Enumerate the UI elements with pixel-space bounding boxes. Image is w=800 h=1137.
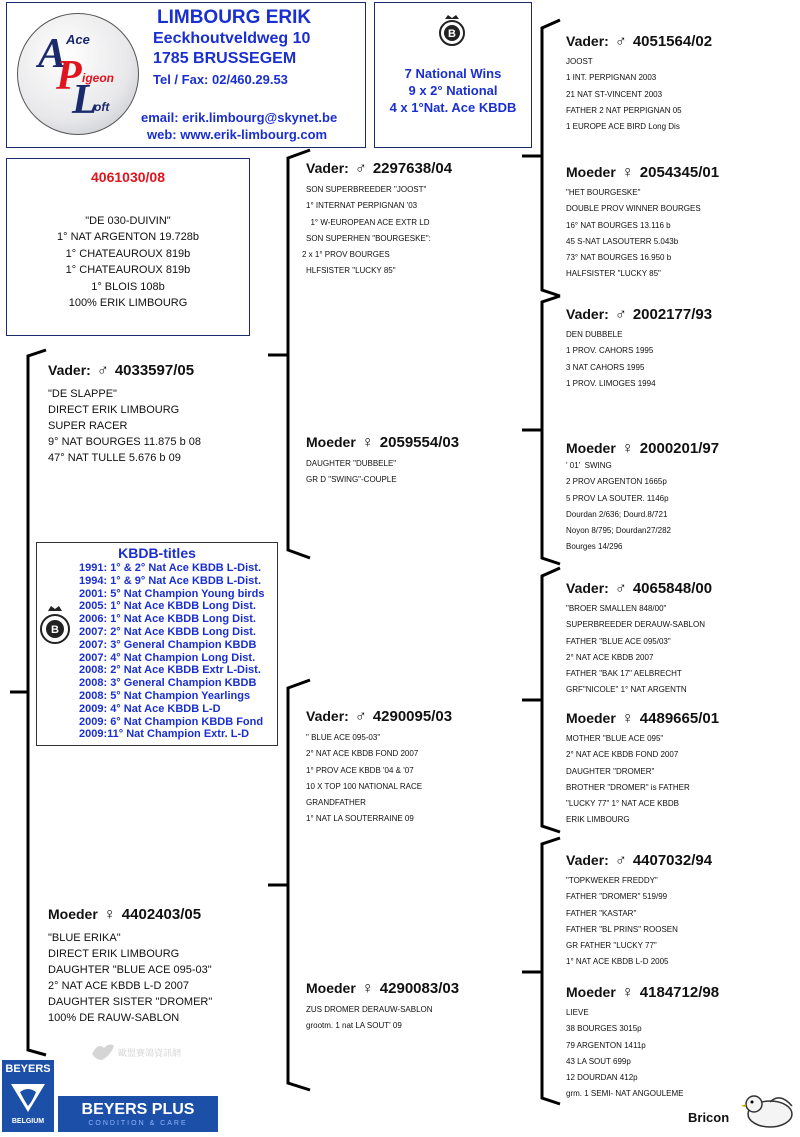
gen3-bird: Vader: ♂ 4051564/02 JOOST 1 INT. PERPIGNAN 2003 21 NAT ST-VINCENT 2003 FATHER 2 NAT PERPIGNAN 05 1 EUROPE ACE BIRD Long Dis <box>566 33 713 132</box>
kbdb-title-item: 2005: 1° Nat Ace KBDB Long Dist. <box>79 600 256 613</box>
gen3-bird: Vader: ♂ 4065848/00 "BROER SMALLEN 848/00" SUPERBREEDER DERAUW-SABLON FATHER "BLUE ACE 095/03" 2° NAT ACE KBDB 2007 FATHER "BAK 17" AELBRECHT GRF"NICOLE" 1° NAT ARGENTN <box>566 580 713 695</box>
subject-line: 1° CHATEAUROUX 819b <box>65 247 191 260</box>
subject-line: 1° NAT ARGENTON 19.728b <box>57 231 199 244</box>
breeder-email[interactable]: email: erik.limbourg@skynet.be <box>141 110 338 125</box>
svg-text:B: B <box>448 28 456 40</box>
female-symbol-icon: ♀ <box>621 440 634 457</box>
gen3-bird: Moeder ♀ 2000201/97 ' 01' SWING 2 PROV ARGENTON 1665p 5 PROV LA SOUTER. 1146p Dourdan 2/636; Dourd.8/721 Noyon 8/795; Dourdan27/282 Bourges 14/296 <box>566 440 720 552</box>
male-symbol-icon: ♂ <box>354 708 367 725</box>
awards-line-2: 9 x 2° National <box>408 83 498 98</box>
female-symbol-icon: ♀ <box>621 164 634 181</box>
gen2-dam-of-sire: Moeder ♀ 2059554/03 DAUGHTER "DUBBELE" GR D "SWING"-COUPLE <box>306 434 460 485</box>
dove-icon <box>90 1040 116 1064</box>
gen1-sire-header: Vader: ♂ 4033597/05 <box>48 362 195 379</box>
gen3-bird: Moeder ♀ 2054345/01 "HET BOURGESKE" DOUBLE PROV WINNER BOURGES 16° NAT BOURGES 13.116 b 45 S-NAT LASOUTERR 5.043b 73° NAT BOURGES 16.950 b HALFSISTER "LUCKY 85" <box>566 164 720 279</box>
header-box <box>6 2 366 148</box>
kbdb-title-item: 1994: 1° & 9° Nat Ace KBDB L-Dist. <box>79 574 261 587</box>
beyers-logo: BEYERS BELGIUM <box>2 1060 54 1132</box>
breeder-street: Eeckhoutveldweg 10 <box>153 30 311 47</box>
subject-ring-number: 4061030/08 <box>91 169 165 185</box>
kbdb-titles-list <box>79 562 265 741</box>
kbdb-title-item: 2008: 5° Nat Champion Yearlings <box>79 689 251 702</box>
gen3-bird: Moeder ♀ 4489665/01 MOTHER "BLUE ACE 095" 2° NAT ACE KBDB FOND 2007 DAUGHTER "DROMER" BROTHER "DROMER" is FATHER "LUCKY 77" 1° NAT ACE KBDB ERIK LIMBOURG <box>566 710 720 825</box>
bricon-label: Bricon <box>688 1110 730 1125</box>
female-symbol-icon: ♀ <box>361 434 374 451</box>
male-symbol-icon: ♂ <box>614 33 627 50</box>
subject-details <box>7 213 249 311</box>
gen1-sire <box>48 362 201 466</box>
kbdb-title-item: 2007: 4° Nat Champion Long Dist. <box>79 651 256 664</box>
kbdb-title-item: 2009:11° Nat Champion Extr. L-D <box>79 728 250 741</box>
subject-box <box>6 158 250 336</box>
awards-line-3: 4 x 1°Nat. Ace KBDB <box>389 100 517 115</box>
gen1-dam-ring: 4402403/05 <box>121 906 202 923</box>
gen2-dam-of-dam: Moeder ♀ 4290083/03 ZUS DROMER DERAUW-SABLON grootm. 1 nat LA SOUT' 09 <box>306 980 460 1031</box>
awards-line-1: 7 National Wins <box>404 66 502 81</box>
breeder-phone: Tel / Fax: 02/460.29.53 <box>153 72 288 87</box>
beyers-plus-logo: BEYERS PLUS CONDITION & CARE <box>58 1096 218 1132</box>
breeder-website[interactable]: web: www.erik-limbourg.com <box>147 127 328 142</box>
breeder-city: 1785 BRUSSEGEM <box>153 50 297 67</box>
kbdb-title-item: 2009: 4° Nat Ace KBDB L-D <box>79 702 221 715</box>
gen2-sire-of-sire: Vader: ♂ 2297638/04 SON SUPERBREEDER "JOOST" 1° INTERNAT PERPIGNAN '03 1° W-EUROPEAN ACE EXTR LD SON SUPERHEN "BOURGESKE": 2 x 1° PROV BOURGES HLFSISTER "LUCKY 85" <box>302 160 453 276</box>
gen3-bird: Moeder ♀ 4184712/98 LIEVE 38 BOURGES 3015p 79 ARGENTON 1411p 43 LA SOUT 699p 12 DOURDAN 412p grm. 1 SEMI- NAT ANGOULEME <box>566 984 720 1099</box>
male-symbol-icon: ♂ <box>614 306 627 323</box>
gen1-dam-header: Moeder ♀ 4402403/05 <box>48 906 202 923</box>
kbdb-title-item: 2009: 6° Nat Champion KBDB Fond <box>79 715 264 728</box>
bracket-gen3-4 <box>542 838 560 1104</box>
svg-text:B: B <box>51 624 59 636</box>
female-symbol-icon: ♀ <box>103 906 116 923</box>
gen1-dam <box>48 906 212 1026</box>
subject-line: "DE 030-DUIVIN" <box>85 215 171 227</box>
subject-line: 100% ERIK LIMBOURG <box>68 297 188 310</box>
male-symbol-icon: ♂ <box>614 580 627 597</box>
female-symbol-icon: ♀ <box>621 710 634 727</box>
kbdb-title-item: 2008: 2° Nat Ace KBDB Extr L-Dist. <box>79 664 261 677</box>
kbdb-titles-heading: KBDB-titles <box>118 545 196 561</box>
gen3-bird: Vader: ♂ 4407032/94 "TOPKWEKER FREDDY" FATHER "DROMER" 519/99 FATHER "KASTAR" FATHER "BL PRINS" ROOSEN GR FATHER "LUCKY 77" 1° NAT ACE KBDB L-D 2005 <box>566 852 713 967</box>
subject-line: 1° BLOIS 108b <box>91 280 165 293</box>
ace-pigeon-loft-logo: A Ace P igeon L oft <box>17 13 139 135</box>
breeder-name: LIMBOURG ERIK <box>157 7 312 28</box>
gen1-dam-details: "BLUE ERIKA" DIRECT ERIK LIMBOURG DAUGHTER "BLUE ACE 095-03" 2° NAT ACE KBDB L-D 2007 DAUGHTER SISTER "DROMER" 100% DE RAUW-SABLON <box>48 932 213 1024</box>
kbdb-title-item: 2008: 3° General Champion KBDB <box>79 677 257 690</box>
watermark: 歐盟賽鴿資訊網 <box>90 1040 116 1069</box>
kbdb-title-item: 1991: 1° & 2° Nat Ace KBDB L-Dist. <box>79 562 261 574</box>
kbdb-emblem-icon <box>39 605 71 649</box>
female-symbol-icon: ♀ <box>621 984 634 1001</box>
gen1-sire-details: "DE SLAPPE" DIRECT ERIK LIMBOURG SUPER RACER 9° NAT BOURGES 11.875 b 08 47° NAT TULLE 5.676 b 09 <box>48 388 201 464</box>
gen2-sire-of-dam: Vader: ♂ 4290095/03 " BLUE ACE 095-03" 2° NAT ACE KBDB FOND 2007 1° PROV ACE KBDB '04 & '07 10 X TOP 100 NATIONAL RACE GRANDFATHER 1° NAT LA SOUTERRAINE 09 <box>306 708 453 824</box>
kbdb-title-item: 2007: 3° General Champion KBDB <box>79 638 257 651</box>
male-symbol-icon: ♂ <box>614 852 627 869</box>
bricon-pigeon-icon <box>740 1084 798 1132</box>
kbdb-title-item: 2006: 1° Nat Ace KBDB Long Dist. <box>79 613 256 626</box>
kbdb-titles-box <box>36 542 278 746</box>
gen3-bird: Vader: ♂ 2002177/93 DEN DUBBELE 1 PROV. CAHORS 1995 3 NAT CAHORS 1995 1 PROV. LIMOGES 1994 <box>566 306 713 388</box>
kbdb-emblem-icon <box>435 13 469 47</box>
kbdb-title-item: 2007: 2° Nat Ace KBDB Long Dist. <box>79 625 256 638</box>
bracket-gen3-1 <box>542 20 560 296</box>
female-symbol-icon: ♀ <box>361 980 374 997</box>
bracket-gen3-2 <box>542 296 560 564</box>
gen1-sire-ring: 4033597/05 <box>114 362 195 379</box>
bracket-gen3-3 <box>542 568 560 832</box>
kbdb-title-item: 2001: 5° Nat Champion Young birds <box>79 587 265 600</box>
awards-box <box>374 2 532 148</box>
pigeon-icon <box>8 1078 48 1114</box>
male-symbol-icon: ♂ <box>354 160 367 177</box>
male-symbol-icon: ♂ <box>96 362 109 379</box>
subject-line: 1° CHATEAUROUX 819b <box>65 264 191 277</box>
